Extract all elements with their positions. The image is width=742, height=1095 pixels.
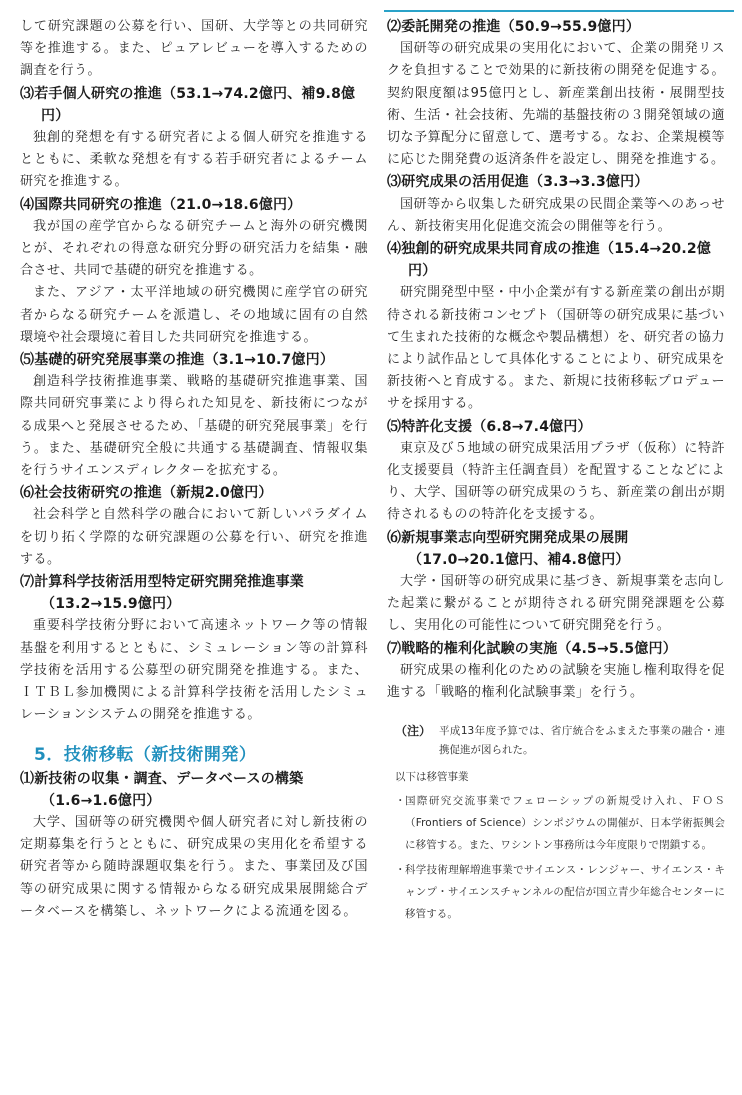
note-text: 平成13年度予算では、省庁統合をふまえた事業の融合・連携促進が図られた。 <box>439 725 725 757</box>
paragraph-social-technology-research: 社会科学と自然科学の融合において新しいパラダイムを切り拓く学際的な研究課題の公募を行い、研究を推進する。 <box>20 507 368 567</box>
heading-joint-development-original-results: ⑷独創的研究成果共同育成の推進（15.4→20.2億円） <box>387 241 712 280</box>
note-box <box>387 722 725 925</box>
heading-social-technology-research: ⑹社会技術研究の推進（新規2.0億円） <box>20 485 273 502</box>
bullet-text: 国際研究交流事業でフェローシップの新規受け入れ、ＦＯＳ（Frontiers of Science）シンポジウムの開催が、日本学術振興会に移管する。また、ワシントン事務所は今年度限りで閉鎖する。 <box>405 795 725 852</box>
heading-technology-collection-database: ⑴新技術の収集・調査、データベースの構築（1.6→1.6億円） <box>20 770 304 809</box>
bullet-mark: ・ <box>395 795 406 808</box>
heading-international-joint-research: ⑷国際共同研究の推進（21.0→18.6億円） <box>20 196 302 213</box>
paragraph-international-joint-research-a: 我が国の産学官からなる研究チームと海外の研究機関とが、それぞれの得意な研究分野の研究活力を結集・融合させ、共同で基礎的研究を推進する。 <box>20 218 368 279</box>
paragraph-international-joint-research-b: また、アジア・太平洋地域の研究機関に産学官の研究者からなる研究チームを派遣し、その地域に固有の自然環境や社会環境に着目した共同研究を推進する。 <box>20 285 368 345</box>
paragraph-strategic-patenting-tests: 研究成果の権利化のための試験を実施し権利取得を促進する「戦略的権利化試験事業」を行う。 <box>387 662 725 701</box>
header-rule <box>384 10 734 12</box>
paragraph-new-business-oriented-rd: 大学・国研等の研究成果に基づき、新規事業を志向した起業に繋がることが期待される研究開発課題を公募し、実用化の可能性について研究開発を行う。 <box>387 574 725 634</box>
heading-commissioned-development: ⑵委託開発の推進（50.9→55.9億円） <box>387 19 641 35</box>
note-bullet-item <box>395 790 725 856</box>
heading-young-researchers: ⑶若手個人研究の推進（53.1→74.2億円、補9.8億円） <box>20 85 356 124</box>
note-subheading: 以下は移管事業 <box>395 771 469 784</box>
heading-strategic-patenting-tests: ⑺戦略的権利化試験の実施（4.5→5.5億円） <box>387 640 677 657</box>
left-column <box>20 16 368 923</box>
heading-research-results-utilization: ⑶研究成果の活用促進（3.3→3.3億円） <box>387 174 649 191</box>
heading-computational-science: ⑺計算科学技術活用型特定研究開発推進事業（13.2→15.9億円） <box>20 574 304 613</box>
paragraph-patent-support: 東京及び５地域の研究成果活用プラザ（仮称）に特許化支援要員（特許主任調査員）を配置することなどにより、大学、国研等の研究成果のうち、新産業の創出が期待されるものの特許化を支援する。 <box>387 440 725 523</box>
paragraph-young-researchers: 独創的発想を有する研究者による個人研究を推進するとともに、柔軟な発想を有する若手研究者によるチーム研究を推進する。 <box>20 130 368 190</box>
right-column <box>387 16 725 925</box>
note-tag: （注） <box>395 724 432 739</box>
note-header <box>395 722 725 760</box>
paragraph-commissioned-development: 国研等の研究成果の実用化において、企業の開発リスクを負担することで効果的に新技術の開発を促進する。契約限度額は95億円とし、新産業創出技術・展開型技術、生活・社会技術、先端的基盤技術の３開発領域の適切な予算配分に留意して、選考する。なお、企業規模等に応じた開発費の返済条件を設定し、開発を推進する。 <box>387 41 725 168</box>
bullet-text: 科学技術理解増進事業でサイエンス・レンジャー、サイエンス・キャンプ・サイエンスチャンネルの配信が国立青少年総合センターに移管する。 <box>405 864 725 921</box>
paragraph-research-results-utilization: 国研等から収集した研究成果の民間企業等へのあっせん、新技術実用化促進交流会の開催等を行う。 <box>387 196 725 234</box>
bullet-mark: ・ <box>395 864 406 877</box>
heading-new-business-oriented-rd: ⑹新規事業志向型研究開発成果の展開（17.0→20.1億円、補4.8億円） <box>387 529 630 568</box>
paragraph-continued: して研究課題の公募を行い、国研、大学等との共同研究等を推進する。また、ピュアレビューを導入するための調査を行う。 <box>20 19 368 79</box>
paragraph-basic-research-development: 創造科学技術推進事業、戦略的基礎研究推進事業、国際共同研究事業により得られた知見を、新技術につながる成果へと発展させるため、「基礎的研究発展事業」を行う。また、基礎研究全般に共通する基礎調査、情報収集を行うサイエンスディレクターを拡充する。 <box>20 374 368 479</box>
heading-basic-research-development: ⑸基礎的研究発展事業の推進（3.1→10.7億円） <box>20 352 335 369</box>
heading-patent-support: ⑸特許化支援（6.8→7.4億円） <box>387 418 592 435</box>
paragraph-technology-collection-database: 大学、国研等の研究機関や個人研究者に対し新技術の定期募集を行うとともに、研究成果の実用化を希望する研究者等から随時課題収集を行う。また、事業団及び国等の研究成果に関する情報からなる研究成果展開総合データベースを構築し、ネットワークによる流通を図る。 <box>20 814 368 919</box>
note-bullet-item <box>395 859 725 925</box>
paragraph-computational-science: 重要科学技術分野において高速ネットワーク等の情報基盤を利用するとともに、シミュレーション等の計算科学技術を活用する公募型の研究開発を推進する。また、ＩＴＢＬ参加機関による計算科学技術を活用したシミュレーションシステムの開発を推進する。 <box>20 618 368 723</box>
paragraph-joint-development-original-results: 研究開発型中堅・中小企業が有する新産業の創出が期待される新技術コンセプト（国研等の研究成果に基づいて生まれた技術的な概念や製品構想）を、研究者の協力により試作品として具体化することにより、研究成果を新技術へと育成する。また、新規に技術移転プロデューサを採用する。 <box>387 285 725 412</box>
section-title-technology-transfer: 5．技術移転（新技術開発） <box>34 744 257 765</box>
